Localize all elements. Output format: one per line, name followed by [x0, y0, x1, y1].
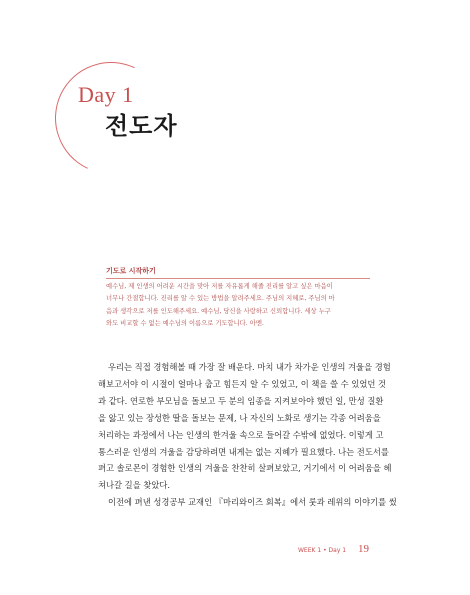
chapter-title: 전도자	[105, 112, 178, 140]
page-number: 19	[358, 543, 369, 555]
prayer-divider	[106, 278, 370, 279]
prayer-heading: 기도로 시작하기	[106, 267, 156, 275]
footer-week-label: WEEK 1 • Day 1	[298, 547, 347, 554]
body-text	[98, 359, 397, 511]
body-line: 펴고 솔로몬이 경험한 인생의 겨울을 찬찬히 살펴보았고, 거기에서 이 어려움을 헤	[98, 463, 392, 474]
day-label: Day 1	[78, 82, 134, 107]
body-line: 쳐나갈 길을 찾았다.	[98, 480, 171, 491]
prayer-box	[106, 281, 370, 331]
prayer-line: 와도 비교할 수 없는 예수님의 이름으로 기도합니다. 아멘.	[106, 320, 264, 328]
body-line: 과 같다. 연로한 부모님을 돌보고 두 분의 임종을 지켜보아야 했던 일, 만성 질환	[98, 395, 384, 406]
body-line: 처리하는 과정에서 나는 인생의 한겨울 속으로 들어갈 수밖에 없었다. 이렇게 고	[98, 429, 384, 440]
body-line: 이전에 펴낸 성경공부 교재인 『마리와이즈 회복』에서 룻과 레위의 이야기를 썼	[108, 497, 397, 508]
prayer-line: 음과 생각으로 저를 인도해주세요. 예수님, 당신을 사랑하고 신뢰합니다. 세상 누구	[106, 307, 331, 315]
body-line: 통스러운 인생의 겨울을 감당하려면 내게는 없는 지혜가 필요했다. 나는 전도서를	[98, 446, 389, 457]
body-line: 해보고서야 이 시절이 얼마나 춥고 힘든지 알 수 있었고, 이 책을 쓸 수 있었던 것	[98, 378, 387, 389]
prayer-line: 너무나 간절합니다. 진리를 알 수 있는 방법을 알려주세요. 주님의 지혜로, 주님의 마	[106, 295, 335, 303]
prayer-line: 예수님, 제 인생의 어려운 시간을 맞아 저를 자유롭게 해줄 진리를 알고 싶은 마음이	[106, 283, 333, 290]
body-line: 우리는 직접 경험해볼 때 가장 잘 배운다. 마치 내가 차가운 인생의 겨울을 경험	[108, 362, 391, 372]
body-line: 을 앓고 있는 장성한 딸을 돌보는 문제, 나 자신의 노화로 생기는 각종 어려움을	[98, 412, 381, 423]
